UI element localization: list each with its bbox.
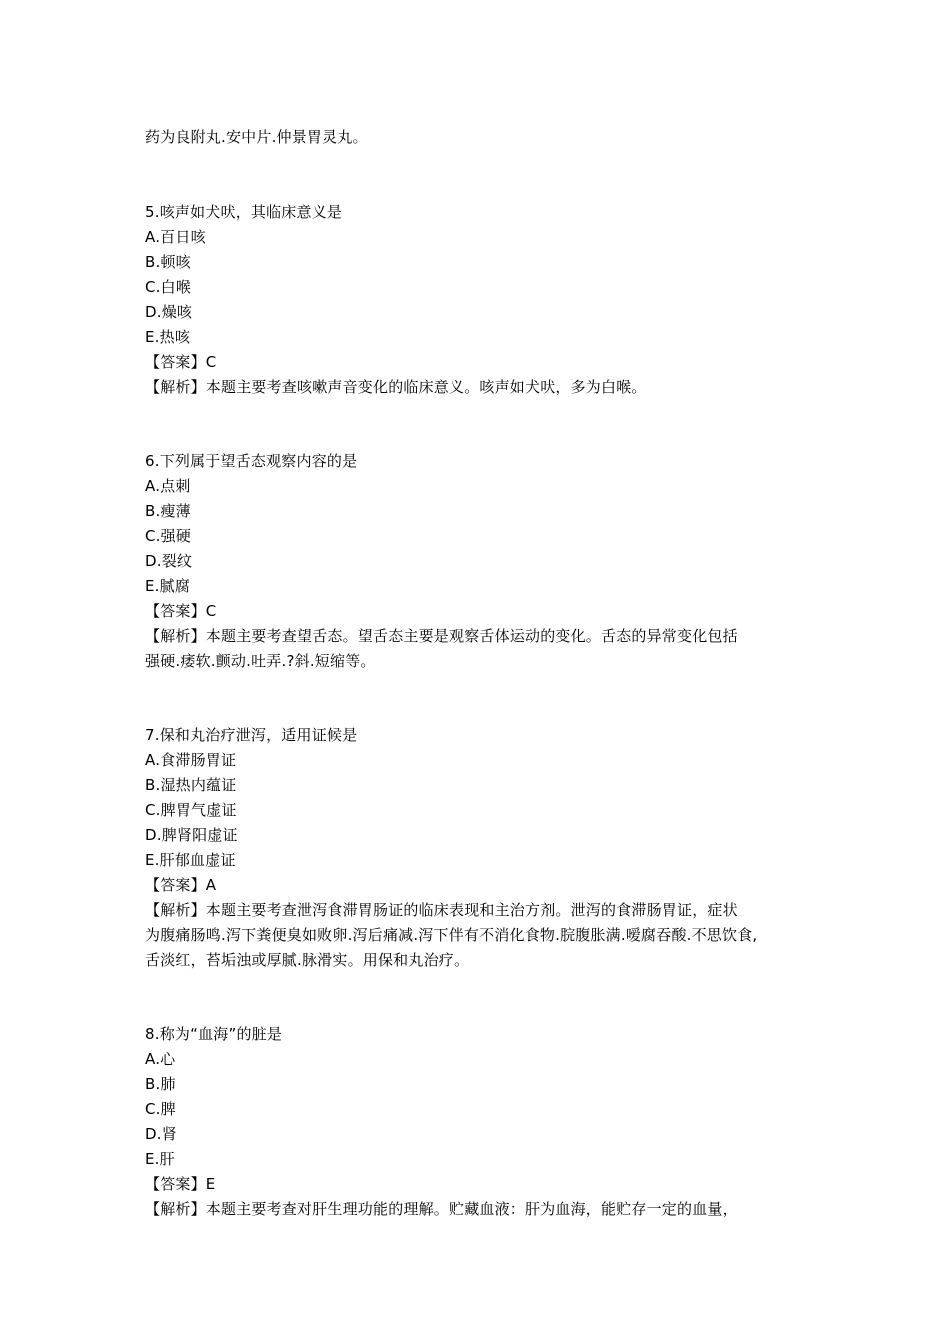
question-6-stem: 6.下列属于望舌态观察内容的是 [145,452,358,470]
question-5-option-e: E.热咳 [145,328,191,346]
question-8-option-e: E.肝 [145,1150,175,1168]
question-8-analysis-line: 【解析】本题主要考查对肝生理功能的理解。贮藏血液：肝为血海，能贮存一定的血量， [145,1200,738,1218]
question-7-stem: 7.保和丸治疗泄泻，适用证候是 [145,726,358,744]
question-8-stem: 8.称为“血海”的脏是 [145,1025,283,1043]
question-7-analysis-line-1: 【解析】本题主要考查泄泻食滞胃肠证的临床表现和主治方剂。泄泻的食滞肠胃证，症状 [145,901,738,919]
question-6-analysis-line-2: 强硬.痿软.颤动.吐弄.?斜.短缩等。 [145,652,376,670]
question-5-option-c: C.白喉 [145,278,192,296]
question-7-answer: 【答案】A [145,876,217,894]
question-7-option-d: D.脾肾阳虚证 [145,826,238,844]
question-7-analysis-line-3: 舌淡红，苔垢浊或厚腻.脉滑实。用保和丸治疗。 [145,951,470,969]
question-5-answer: 【答案】C [145,353,217,371]
question-6-answer: 【答案】C [145,602,217,620]
question-8-option-d: D.肾 [145,1125,177,1143]
question-7-option-c: C.脾胃气虚证 [145,801,237,819]
question-8-answer: 【答案】E [145,1175,216,1193]
question-5-option-d: D.燥咳 [145,303,193,321]
question-5-stem: 5.咳声如犬吠，其临床意义是 [145,203,343,221]
question-7-analysis-line-2: 为腹痛肠鸣.泻下粪便臭如败卵.泻后痛减.泻下伴有不消化食物.脘腹胀满.嗳腐吞酸.不思饮食, [145,926,758,944]
question-6-option-b: B.瘦薄 [145,502,191,520]
question-5-analysis-line: 【解析】本题主要考查咳嗽声音变化的临床意义。咳声如犬吠，多为白喉。 [145,378,647,396]
question-6-option-a: A.点刺 [145,477,191,495]
question-8-option-b: B.肺 [145,1075,176,1093]
question-7-option-b: B.湿热内蕴证 [145,776,237,794]
question-8-option-c: C.脾 [145,1100,176,1118]
question-8-option-a: A.心 [145,1050,176,1068]
question-7-option-a: A.食滞肠胃证 [145,751,237,769]
question-5-option-a: A.百日咳 [145,228,206,246]
intro-line: 药为良附丸.安中片.仲景胃灵丸。 [145,128,368,146]
question-6-option-c: C.强硬 [145,527,192,545]
question-6-option-e: E.腻腐 [145,577,191,595]
question-6-option-d: D.裂纹 [145,552,193,570]
question-7-option-e: E.肝郁血虚证 [145,851,236,869]
question-5-option-b: B.顿咳 [145,253,191,271]
question-6-analysis-line-1: 【解析】本题主要考查望舌态。望舌态主要是观察舌体运动的变化。舌态的异常变化包括 [145,627,738,645]
